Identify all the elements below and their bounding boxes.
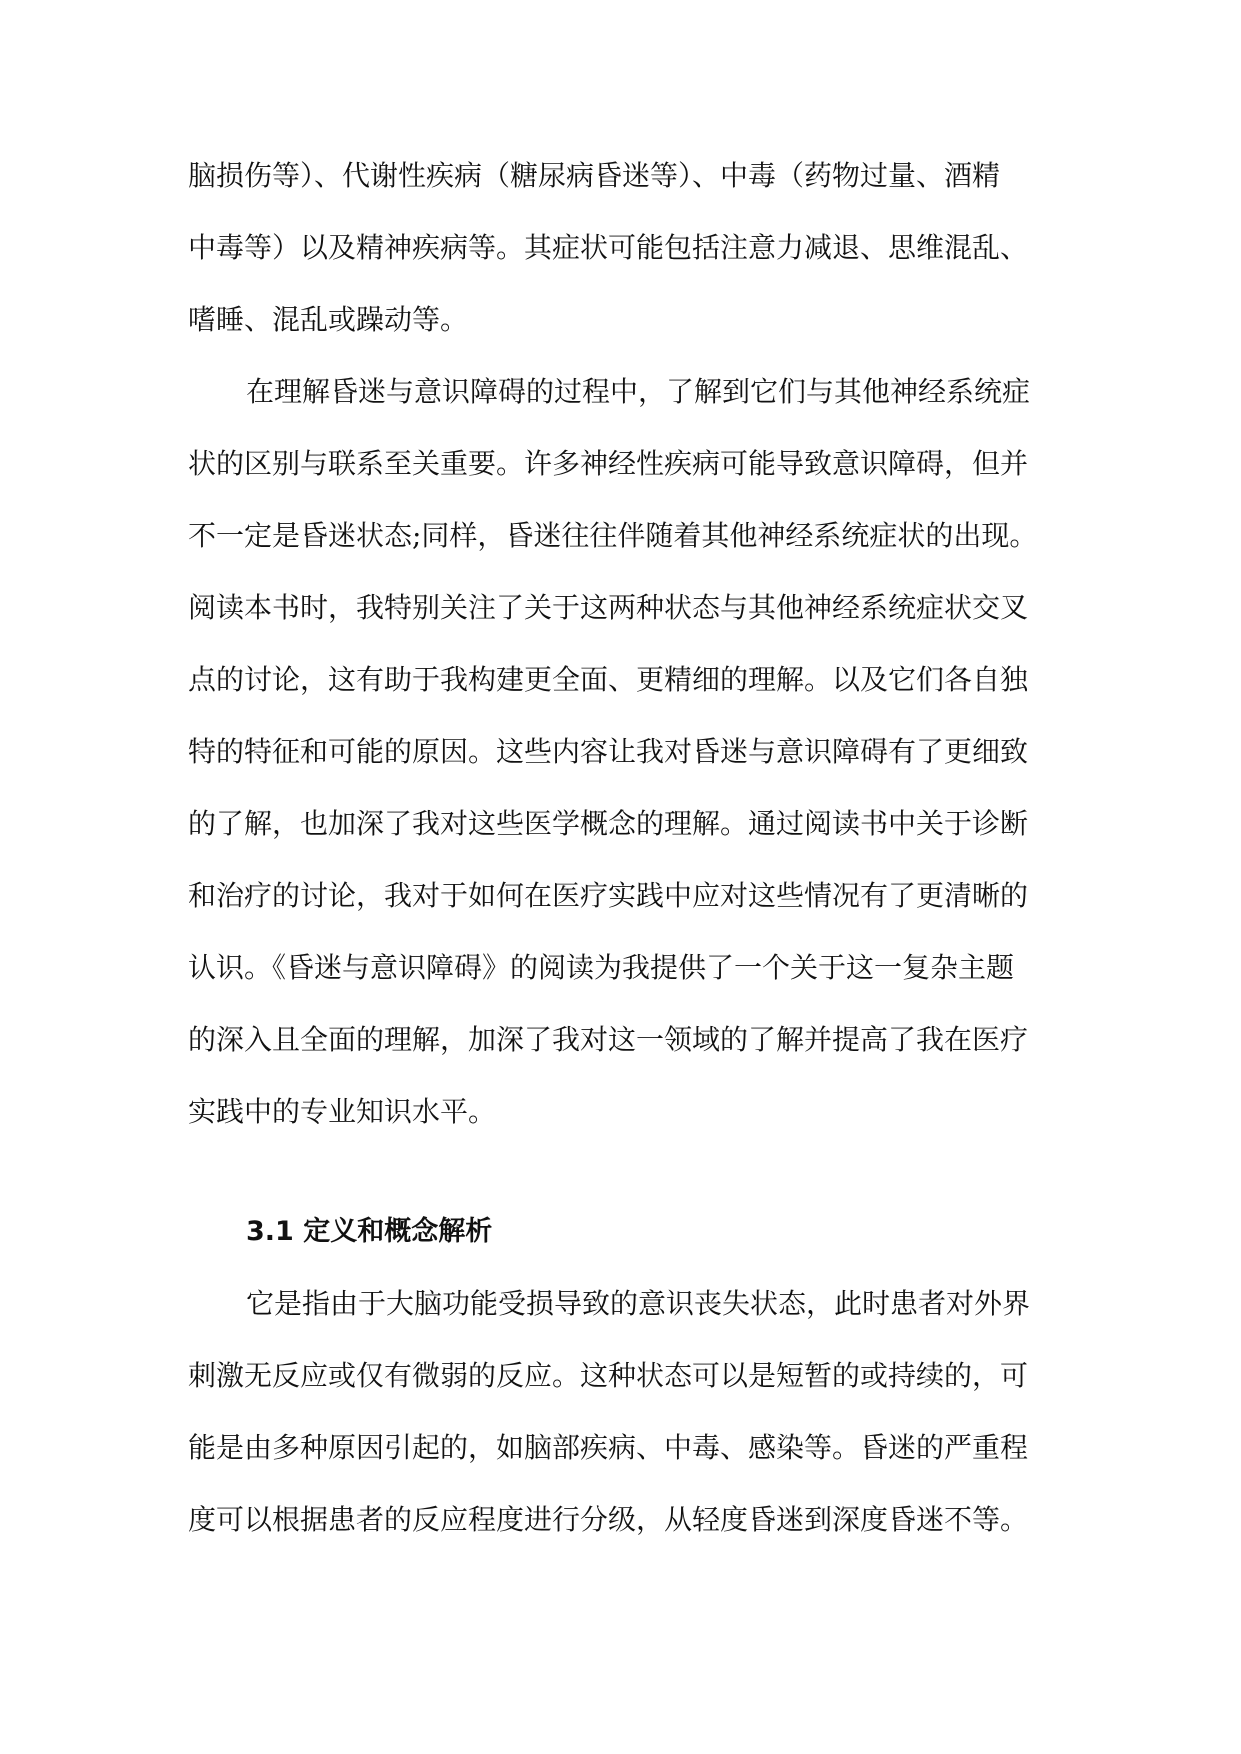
text-line: 阅读本书时，我特别关注了关于这两种状态与其他神经系统症状交叉 [188, 591, 1029, 624]
text-line: 点的讨论，这有助于我构建更全面、更精细的理解。以及它们各自独 [188, 663, 1029, 696]
text-line: 和治疗的讨论，我对于如何在医疗实践中应对这些情况有了更清晰的 [188, 879, 1029, 912]
text-line: 特的特征和可能的原因。这些内容让我对昏迷与意识障碍有了更细致 [188, 735, 1029, 768]
text-line: 刺激无反应或仅有微弱的反应。这种状态可以是短暂的或持续的，可 [188, 1359, 1029, 1392]
document-body [188, 140, 1068, 1556]
text-line: 它是指由于大脑功能受损导致的意识丧失状态，此时患者对外界 [246, 1287, 1031, 1320]
text-line: 在理解昏迷与意识障碍的过程中，了解到它们与其他神经系统症 [246, 375, 1031, 408]
paragraph-2 [188, 356, 1068, 1148]
text-line: 度可以根据患者的反应程度进行分级，从轻度昏迷到深度昏迷不等。 [188, 1503, 1029, 1536]
text-line: 认识。《昏迷与意识障碍》的阅读为我提供了一个关于这一复杂主题 [188, 951, 1015, 984]
text-line: 的了解，也加深了我对这些医学概念的理解。通过阅读书中关于诊断 [188, 807, 1029, 840]
text-line: 状的区别与联系至关重要。许多神经性疾病可能导致意识障碍，但并 [188, 447, 1029, 480]
text-line: 中毒等）以及精神疾病等。其症状可能包括注意力减退、思维混乱、 [188, 231, 1029, 264]
text-line: 不一定是昏迷状态;同样，昏迷往往伴随着其他神经系统症状的出现。 [188, 519, 1038, 552]
paragraph-1 [188, 140, 1068, 356]
text-line: 实践中的专业知识水平。 [188, 1095, 497, 1128]
text-line: 的深入且全面的理解，加深了我对这一领域的了解并提高了我在医疗 [188, 1023, 1029, 1056]
text-line: 嗜睡、混乱或躁动等。 [188, 303, 469, 336]
section-spacer [188, 1148, 1068, 1196]
text-line: 脑损伤等）、代谢性疾病（糖尿病昏迷等）、中毒（药物过量、酒精 [188, 159, 1001, 192]
section-heading: 3.1 定义和概念解析 [246, 1216, 493, 1247]
text-line: 能是由多种原因引起的，如脑部疾病、中毒、感染等。昏迷的严重程 [188, 1431, 1029, 1464]
paragraph-3 [188, 1268, 1068, 1556]
